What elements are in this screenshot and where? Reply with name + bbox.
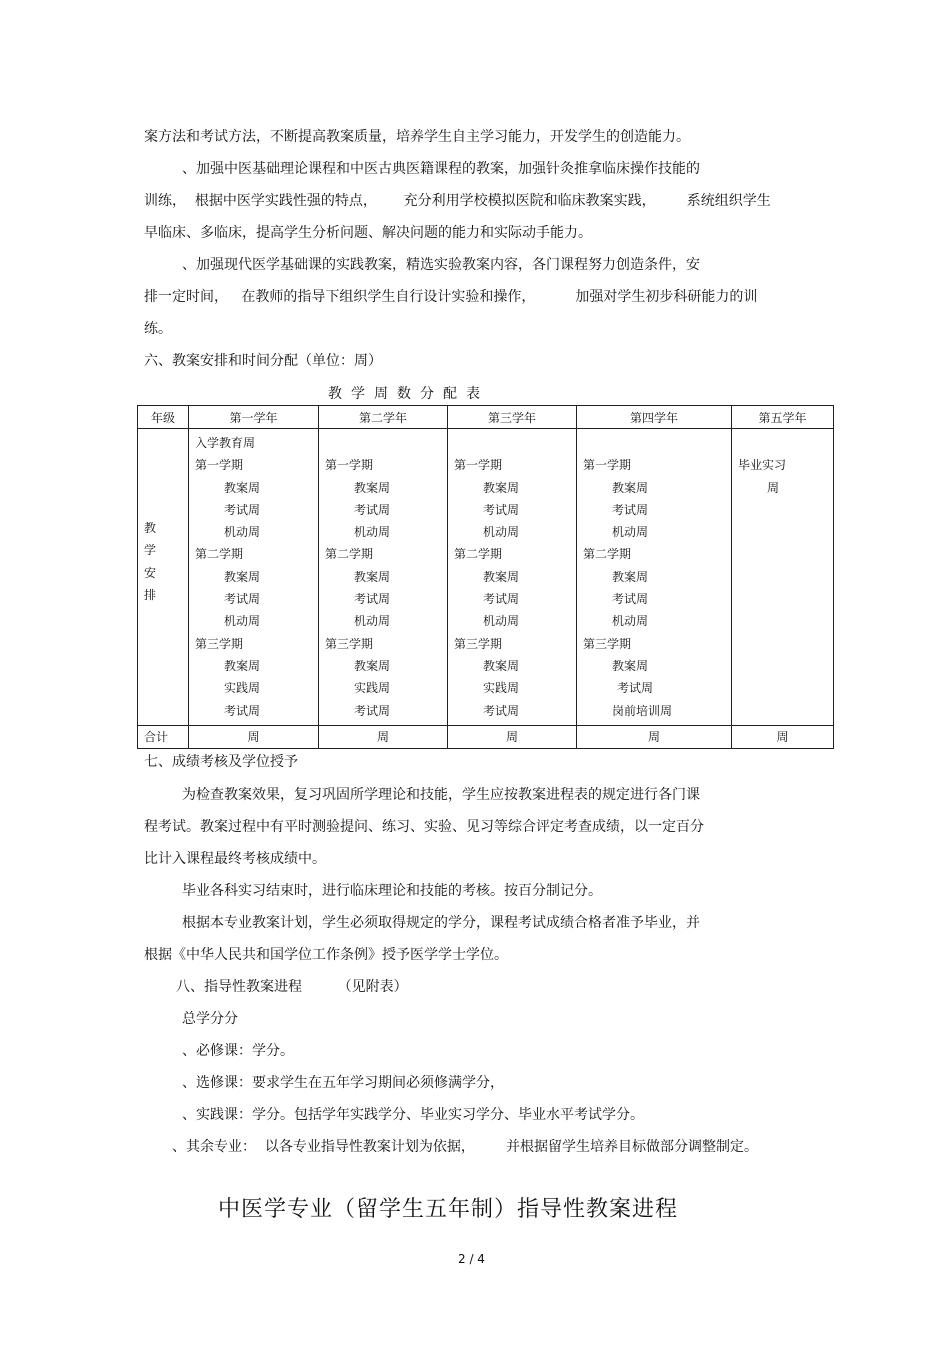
cell-line: 教案周 [354,569,391,584]
total-label: 合计 [138,725,189,748]
cell-line [325,432,447,454]
cell-line: 考试周 [354,592,391,607]
grade-char: 学 [144,543,157,558]
paragraph-line: 程考试。教案过程中有平时测验提问、练习、实验、见习等综合评定考查成绩，以一定百分 [144,819,704,835]
cell-line: 第一学期 [195,458,244,473]
cell-line: 考试周 [483,703,520,718]
cell-line: 机动周 [354,614,391,629]
header-cell: 第三学年 [448,406,577,429]
total-cell: 周 [577,725,732,748]
cell-line: 考试周 [483,592,520,607]
table-header-row [138,406,834,429]
cell-line: 入学教育周 [195,436,256,450]
cell-line: 考试周 [224,592,261,607]
cell-line [454,432,576,454]
cell-line: 教案周 [354,480,391,495]
year4-cell [577,429,732,726]
section-heading: 六、教案安排和时间分配（单位：周） [144,353,382,369]
paragraph-line: 、实践课：学分。包括学年实践学分、毕业实习学分、毕业水平考试学分。 [182,1107,644,1123]
total-cell: 周 [448,725,577,748]
cell-line: 考试周 [224,703,261,718]
year1-cell [189,429,319,726]
grade-char: 排 [144,587,157,602]
paragraph-line: 、加强现代医学基础课的实践教案，精选实验教案内容，各门课程努力创造条件，安 [182,257,700,273]
paragraph-line: 、选修课：要求学生在五年学习期间必须修满学分， [182,1075,504,1091]
grade-label-cell [138,429,189,726]
cell-line: 第三学期 [583,636,632,651]
document-title: 中医学专业（留学生五年制）指导性教案进程 [218,1197,679,1222]
cell-line: 考试周 [224,502,261,517]
cell-line: 毕业实习 [738,458,787,473]
week-allocation-table [137,405,834,749]
cell-line: 考试周 [612,502,649,517]
cell-line: 第二学期 [195,547,244,562]
cell-line: 机动周 [483,525,520,540]
cell-line: 周 [767,480,780,495]
cell-line: 第二学期 [583,547,632,562]
header-cell: 第四学年 [577,406,732,429]
cell-line: 教案周 [224,658,261,673]
cell-line: 教案周 [224,480,261,495]
cell-line: 教案周 [483,480,520,495]
cell-line: 教案周 [224,569,261,584]
cell-line: 教案周 [612,480,649,495]
cell-line: 第一学期 [454,458,503,473]
cell-line: 机动周 [483,614,520,629]
paragraph-line: 案方法和考试方法，不断提高教案质量，培养学生自主学习能力，开发学生的创造能力。 [144,129,690,145]
total-cell: 周 [319,725,448,748]
year3-cell [448,429,577,726]
cell-line: 第二学期 [454,547,503,562]
year2-cell [319,429,448,726]
cell-line: 第二学期 [325,547,374,562]
paragraph-line: 训练， 根据中医学实践性强的特点， 充分利用学校模拟医院和临床教案实践， 系统组织学生 [144,193,771,209]
grade-char: 教 [144,521,157,535]
cell-line: 第三学期 [195,636,244,651]
cell-line: 考试周 [483,502,520,517]
paragraph-line: 早临床、多临床，提高学生分析问题、解决问题的能力和实际动手能力。 [144,225,592,241]
cell-line: 机动周 [224,525,261,540]
total-cell: 周 [189,725,319,748]
table-row [138,429,834,726]
paragraph-line: 总学分分 [182,1011,238,1027]
cell-line: 实践周 [483,681,520,696]
table-title: 教学周数分配表 [328,386,489,402]
paragraph-line: 排一定时间， 在教师的指导下组织学生自行设计实验和操作， 加强对学生初步科研能力的训 [144,289,758,305]
cell-line [738,432,833,454]
paragraph-line: 为检查教案效果，复习巩固所学理论和技能，学生应按教案进程表的规定进行各门课 [182,787,700,803]
paragraph-line: 、必修课：学分。 [182,1043,294,1059]
header-cell: 第五学年 [732,406,834,429]
header-cell: 年级 [138,406,189,429]
cell-line: 第一学期 [325,458,374,473]
cell-line: 机动周 [612,614,649,629]
cell-line: 实践周 [224,681,261,696]
cell-line: 教案周 [612,569,649,584]
paragraph-line: 根据《中华人民共和国学位工作条例》授予医学学士学位。 [144,947,508,963]
cell-line: 第一学期 [583,458,632,473]
total-cell: 周 [732,725,834,748]
paragraph-line: 比计入课程最终考核成绩中。 [144,851,326,867]
cell-line: 考试周 [354,703,391,718]
grade-char: 安 [144,565,157,580]
cell-line: 教案周 [483,658,520,673]
paragraph-line: 、其余专业： 以各专业指导性教案计划为依据， 并根据留学生培养目标做部分调整制定。 [172,1139,759,1155]
paragraph-line: 练。 [144,321,172,337]
cell-line: 教案周 [612,658,649,673]
table-total-row [138,725,834,748]
page-number: 2 / 4 [458,1252,485,1266]
cell-line: 第三学期 [325,636,374,651]
cell-line: 考试周 [612,592,649,607]
paragraph-line: 毕业各科实习结束时，进行临床理论和技能的考核。按百分制记分。 [182,883,602,899]
section-heading: 八、指导性教案进程 （见附表） [176,979,408,995]
cell-line: 机动周 [612,525,649,540]
cell-line: 岗前培训周 [612,703,673,718]
header-cell: 第二学年 [319,406,448,429]
cell-line: 机动周 [224,614,261,629]
year5-cell [732,429,834,726]
paragraph-line: 、加强中医基础理论课程和中医古典医籍课程的教案，加强针灸推拿临床操作技能的 [182,161,700,177]
cell-line: 第三学期 [454,636,503,651]
cell-line: 考试周 [354,502,391,517]
header-cell: 第一学年 [189,406,319,429]
cell-line: 教案周 [354,658,391,673]
cell-line [583,432,731,454]
cell-line: 考试周 [617,681,654,696]
section-heading: 七、成绩考核及学位授予 [144,754,298,770]
paragraph-line: 根据本专业教案计划，学生必须取得规定的学分，课程考试成绩合格者准予毕业，并 [182,915,700,931]
cell-line: 教案周 [483,569,520,584]
cell-line: 实践周 [354,681,391,696]
cell-line: 机动周 [354,525,391,540]
